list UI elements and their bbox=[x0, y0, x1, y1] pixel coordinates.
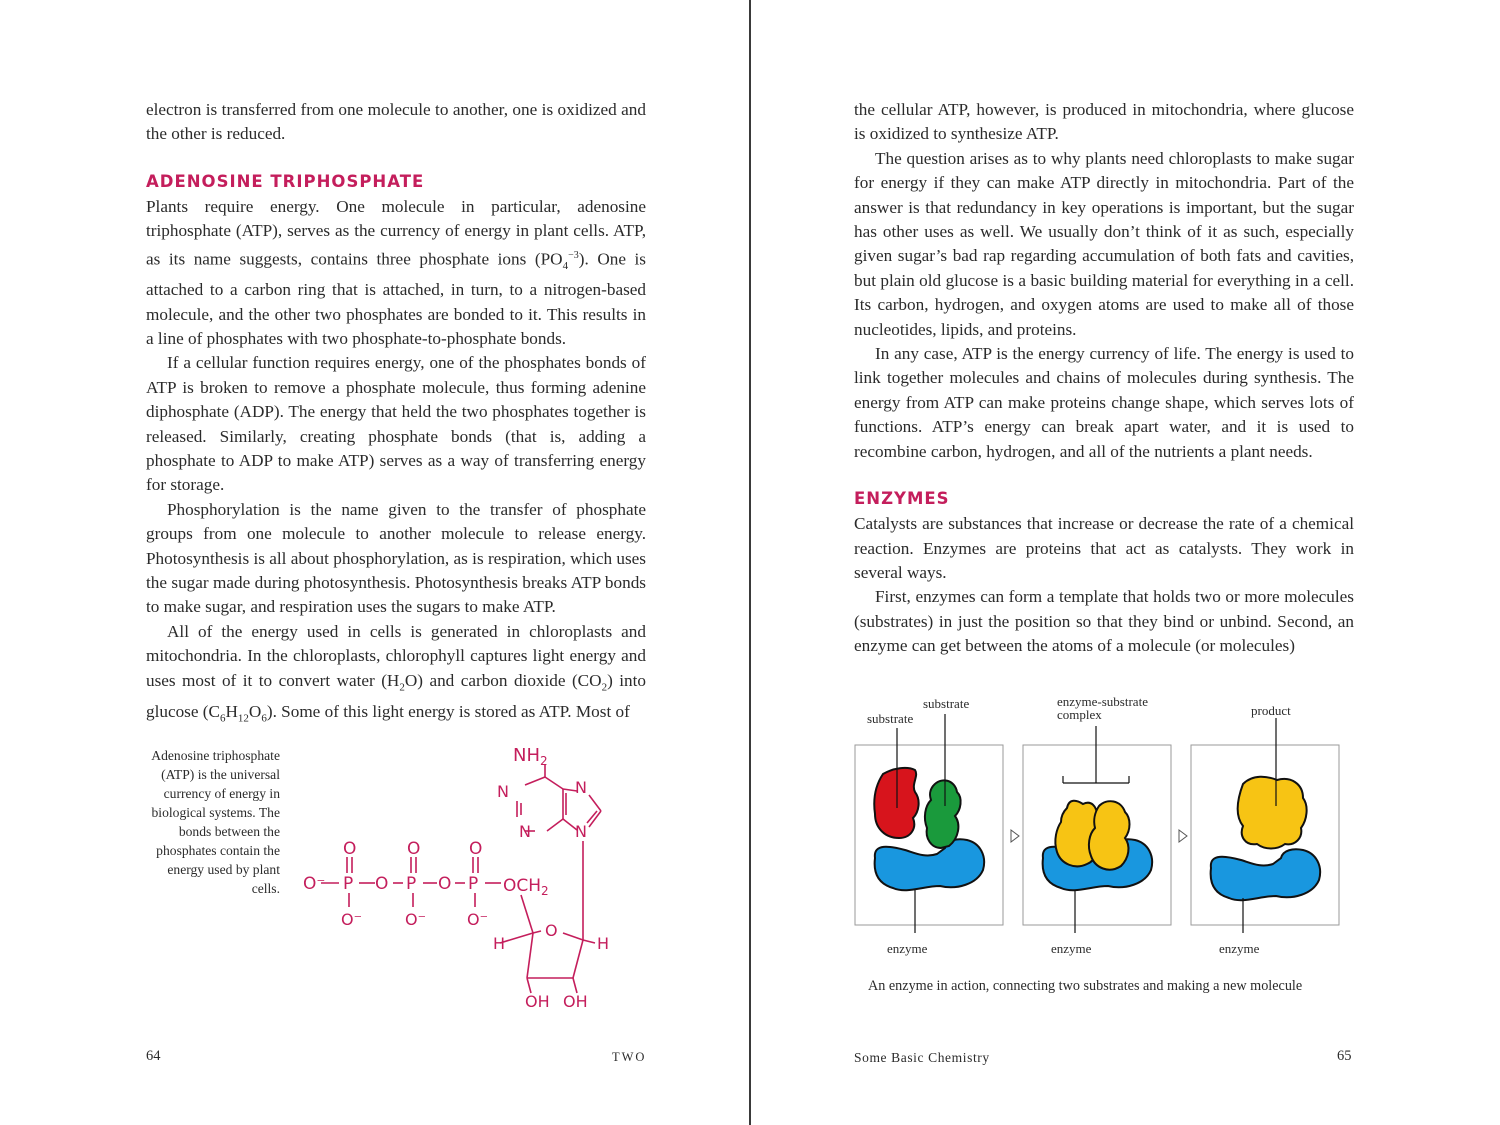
atp-o-minus-label: O⁻ bbox=[405, 910, 427, 929]
atp-oh-label: OH bbox=[563, 992, 588, 1011]
label-enzyme-1: enzyme bbox=[887, 941, 928, 956]
paragraph: Phosphorylation is the name given to the transfer of phosphate groups from one molecule to another molecule to release energy. Photosynthesis is all about phosphorylation, as is respiration, which uses the sugar made during photosynthesis. Photosynthesis breaks ATP bonds to make sugar, and respiration uses the sugars to make ATP. bbox=[146, 499, 646, 617]
enzyme-caption: An enzyme in action, connecting two substrates and making a new molecule bbox=[868, 978, 1303, 994]
substrate-green-blob bbox=[925, 780, 961, 848]
section-heading-enzymes: ENZYMES bbox=[854, 489, 950, 509]
product-yellow-blob bbox=[1238, 777, 1307, 849]
paragraph: electron is transferred from one molecule to another, one is oxidized and the other is reduced. bbox=[146, 100, 646, 144]
atp-o-minus-label: O⁻ bbox=[341, 910, 363, 929]
atp-o-minus-label: O⁻ bbox=[303, 874, 326, 894]
paragraph: Catalysts are substances that increase or decrease the rate of a chemical reaction. Enzymes are proteins that act as catalysts. They work in several ways. bbox=[854, 514, 1354, 582]
atp-p-label: P bbox=[468, 874, 479, 894]
atp-n-label: N bbox=[519, 822, 531, 841]
paragraph: The question arises as to why plants need chloroplasts to make sugar for energy if they can make ATP directly in mitochondria. Part of the answer is that redundancy in key operations is important, but the sugar has other uses as well. We usually don’t think of it as such, especially given sugar’s bad rap regarding accumulation of both fats and cavities, but plain old glucose is a basic building material for everything in a cell. Its carbon, hydrogen, and oxygen atoms are used to make all of those nucleotides, lipids, and proteins. bbox=[854, 148, 1354, 339]
running-head-right: Some Basic Chemistry bbox=[854, 1050, 990, 1065]
atp-structure-diagram bbox=[295, 735, 625, 1020]
label-substrate-2: substrate bbox=[923, 696, 970, 711]
paragraph: the cellular ATP, however, is produced in mitochondria, where glucose is oxidized to synthesize ATP. bbox=[854, 100, 1354, 144]
atp-n-label: N bbox=[497, 782, 509, 801]
atp-o-minus-label: O⁻ bbox=[467, 910, 489, 929]
atp-o-label: O bbox=[438, 874, 452, 894]
paragraph: In any case, ATP is the energy currency of life. The energy is used to link together molecules and chains of molecules during synthesis. The energy from ATP can make proteins change shape, which serves lots of functions. ATP’s energy can break apart water, and it is used to recombine carbon, hydrogen, and all of the nutrients a plant needs. bbox=[854, 344, 1354, 461]
label-complex-2: complex bbox=[1057, 707, 1102, 722]
running-head-left: TWO bbox=[612, 1050, 647, 1064]
label-enzyme-2: enzyme bbox=[1051, 941, 1092, 956]
enzyme-action-diagram bbox=[845, 688, 1350, 963]
enzyme-blob bbox=[875, 839, 984, 890]
paragraph: All of the energy used in cells is generated in chloroplasts and mitochondria. In the chloroplasts, chlorophyll captures light energy and uses most of it to convert water $(H_2O)$ and carbon dioxide $(CO_2)$ into glucose $(C_6H_{12}O_6)$. Some of this light energy is stored as ATP. Most of bbox=[146, 621, 646, 724]
atp-n-label: N bbox=[575, 822, 587, 841]
page-number-left: 64 bbox=[146, 1048, 161, 1064]
atp-p-label: P bbox=[406, 874, 417, 894]
atp-h-label: H bbox=[597, 934, 610, 953]
label-complex-1: enzyme-substrate bbox=[1057, 694, 1148, 709]
atp-o-label: O bbox=[343, 839, 357, 859]
label-enzyme-3: enzyme bbox=[1219, 941, 1260, 956]
arrow-icon bbox=[1011, 830, 1019, 842]
page-gutter bbox=[749, 0, 751, 1125]
atp-p-label: P bbox=[343, 874, 354, 894]
atp-o-label: O bbox=[375, 874, 389, 894]
atp-nh2-label: $NH_2$ bbox=[513, 745, 548, 768]
paragraph: First, enzymes can form a template that holds two or more molecules (substrates) in just the position so that they bind or unbind. Second, an enzyme can get between the atoms of a molecule (or molecules) bbox=[854, 587, 1354, 656]
atp-caption: Adenosine triphosphate (ATP) is the universal currency of energy in biological systems. The bonds between the phosphates contain the energy used by plant cells. bbox=[151, 748, 280, 896]
atp-oh-label: OH bbox=[525, 992, 550, 1011]
atp-ring-o-label: O bbox=[545, 921, 558, 940]
arrow-icon bbox=[1179, 830, 1187, 842]
atp-o-label: O bbox=[407, 839, 421, 859]
paragraph: Plants require energy. One molecule in particular, adenosine triphosphate (ATP), serves as the currency of energy in plant cells. ATP, as its name suggests, contains three phosphate ions $(PO_4^{-3})$. One is attached to a carbon ring that is attached, in turn, to a nitrogen-based molecule, and the other two phosphates are bonded to it. This results in a line of phosphates with two phosphate-to-phosphate bonds. bbox=[146, 196, 646, 349]
atp-h-label: H bbox=[493, 934, 506, 953]
complex-yellow-blob-2 bbox=[1089, 801, 1130, 869]
paragraph: If a cellular function requires energy, one of the phosphates bonds of ATP is broken to remove a phosphate molecule, thus forming adenine diphosphate (ADP). The energy that held the two phosphates together is released. Similarly, creating phosphate bonds (that is, adding a phosphate to ADP to make ATP) serves as a way of transferring energy for storage. bbox=[146, 353, 646, 495]
atp-och2-label: $OCH_2$ bbox=[503, 876, 549, 898]
page-number-right: 65 bbox=[1337, 1048, 1352, 1064]
atp-n-label: N bbox=[575, 778, 587, 797]
label-substrate-1: substrate bbox=[867, 711, 914, 726]
section-heading-atp: ADENOSINE TRIPHOSPHATE bbox=[146, 171, 425, 191]
atp-o-label: O bbox=[469, 839, 483, 859]
left-page-text bbox=[146, 98, 646, 730]
label-product: product bbox=[1251, 703, 1291, 718]
enzyme-blob bbox=[1211, 849, 1320, 900]
right-page-text bbox=[854, 98, 1354, 659]
